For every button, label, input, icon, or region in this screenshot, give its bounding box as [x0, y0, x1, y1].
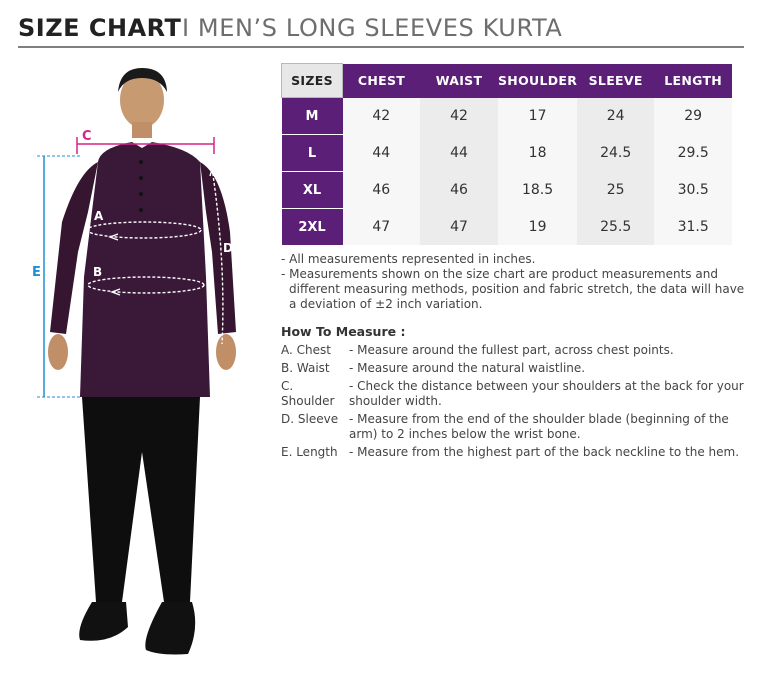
how-to-item	[281, 445, 756, 460]
model-left-hand	[48, 334, 68, 370]
col-header-length: LENGTH	[654, 64, 732, 98]
length-value: 30.5	[654, 172, 732, 209]
kurta-button	[139, 192, 143, 196]
col-header-sleeve: SLEEVE	[577, 64, 654, 98]
size-label: L	[282, 135, 343, 172]
sleeve-value: 25.5	[577, 209, 654, 246]
kurta-button	[139, 160, 143, 164]
note-line: - Measurements shown on the size chart are product measurements and	[281, 267, 718, 281]
note-line: different measuring methods, position and fabric stretch, the data will have	[289, 282, 745, 296]
size-label: 2XL	[282, 209, 343, 246]
waist-value: 47	[420, 209, 498, 246]
measurement-notes	[281, 252, 751, 312]
how-to-label: B. Waist	[281, 361, 330, 375]
model-right-shoe	[145, 602, 195, 655]
col-header-chest: CHEST	[343, 64, 421, 98]
how-to-label: A. Chest	[281, 343, 331, 357]
shoulder-value: 18.5	[498, 172, 577, 209]
sleeve-value: 24.5	[577, 135, 654, 172]
how-to-desc: - Measure from the end of the shoulder blade (beginning of the arm) to 2 inches below the wrist bone.	[349, 412, 729, 441]
chest-value: 42	[343, 98, 421, 135]
note-line: - All measurements represented in inches.	[281, 252, 536, 266]
table-row	[282, 209, 733, 246]
how-to-measure	[281, 324, 756, 463]
table-row	[282, 135, 733, 172]
marker-e-label: E	[32, 265, 41, 280]
marker-d-label: D	[223, 241, 233, 255]
how-to-label: C. Shoulder	[281, 379, 335, 408]
size-chart-table	[281, 63, 732, 245]
table-header-row	[282, 64, 733, 98]
chest-value: 46	[343, 172, 421, 209]
chest-value: 47	[343, 209, 421, 246]
kurta-button	[139, 176, 143, 180]
size-label: M	[282, 98, 343, 135]
length-value: 29	[654, 98, 732, 135]
model-left-shoe	[79, 602, 128, 641]
waist-value: 44	[420, 135, 498, 172]
table-row	[282, 172, 733, 209]
page-subtitle: I MEN’S LONG SLEEVES KURTA	[182, 14, 563, 42]
col-header-sizes: SIZES	[282, 64, 343, 98]
how-to-desc: - Check the distance between your shoulders at the back for your shoulder width.	[349, 379, 744, 408]
shoulder-value: 17	[498, 98, 577, 135]
model-figure	[30, 62, 260, 662]
shoulder-value: 18	[498, 135, 577, 172]
how-to-item	[281, 361, 756, 376]
waist-value: 46	[420, 172, 498, 209]
sleeve-value: 25	[577, 172, 654, 209]
sleeve-value: 24	[577, 98, 654, 135]
chest-value: 44	[343, 135, 421, 172]
how-to-desc: - Measure around the fullest part, across chest points.	[349, 343, 674, 357]
table-row	[282, 98, 733, 135]
how-to-measure-title: How To Measure :	[281, 324, 406, 339]
col-header-shoulder: SHOULDER	[498, 64, 577, 98]
how-to-label: D. Sleeve	[281, 412, 339, 426]
how-to-item	[281, 412, 756, 442]
how-to-label: E. Length	[281, 445, 338, 459]
waist-value: 42	[420, 98, 498, 135]
how-to-desc: - Measure from the highest part of the back neckline to the hem.	[349, 445, 740, 459]
model-right-hand	[216, 334, 236, 370]
model-illustration	[30, 62, 260, 662]
how-to-item	[281, 379, 756, 409]
length-value: 31.5	[654, 209, 732, 246]
note-line: a deviation of ±2 inch variation.	[289, 297, 483, 311]
kurta-button	[139, 208, 143, 212]
how-to-item	[281, 343, 756, 358]
marker-b-label: B	[93, 265, 103, 279]
page-title: SIZE CHART	[18, 14, 182, 42]
size-label: XL	[282, 172, 343, 209]
shoulder-value: 19	[498, 209, 577, 246]
page-header	[18, 12, 744, 48]
marker-a-label: A	[94, 209, 104, 223]
marker-c-label: C	[82, 129, 92, 144]
model-neck	[132, 122, 152, 138]
model-trousers	[82, 397, 200, 602]
how-to-desc: - Measure around the natural waistline.	[349, 361, 586, 375]
length-value: 29.5	[654, 135, 732, 172]
col-header-waist: WAIST	[420, 64, 498, 98]
